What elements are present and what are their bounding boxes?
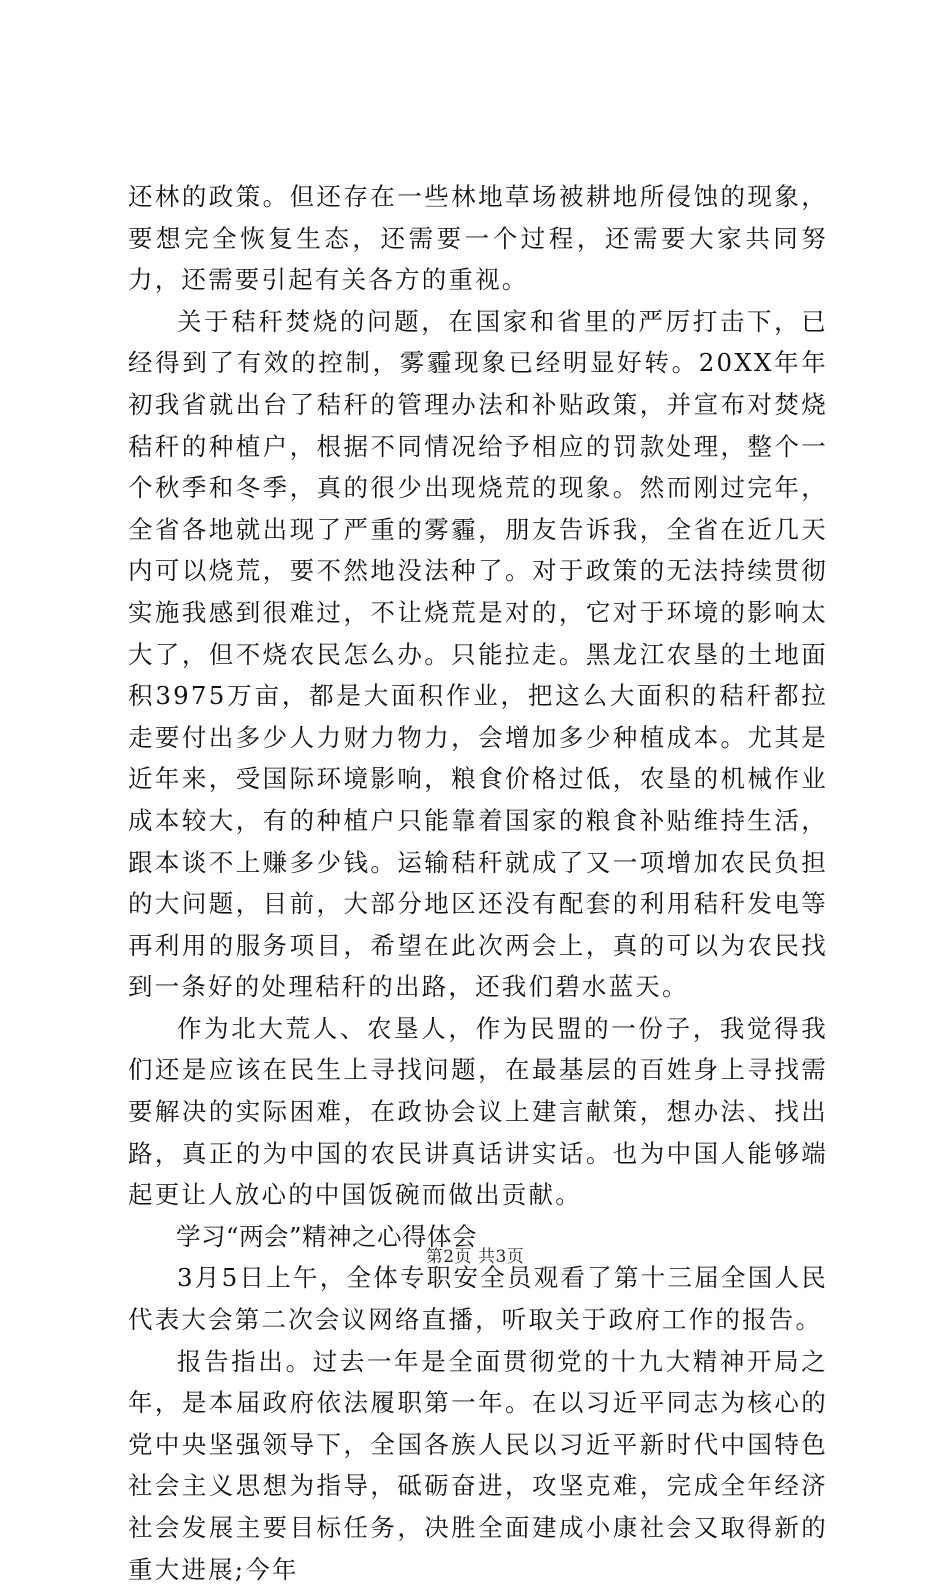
paragraph-beidahuang: 作为北大荒人、农垦人，作为民盟的一份子，我觉得我们还是应该在民生上寻找问题，在最基层的百姓身上寻找需要解决的实际困难，在政协会议上建言献策，想办法、找出路，真正的为中国的农民讲真话讲实话。也为中国人能够端起更让人放心的中国饭碗而做出贡献。 [128,1013,828,1210]
document-body [128,176,828,1590]
paragraph-straw-burning: 关于秸秆焚烧的问题，在国家和省里的严厉打击下，已经得到了有效的控制，雾霾现象已经明显好转。20XX年年初我省就出台了秸秆的管理办法和补贴政策，并宣布对焚烧秸秆的种植户，根据不同情况给予相应的罚款处理，整个一个秋季和冬季，真的很少出现烧荒的现象。然而刚过完年，全省各地就出现了严重的雾霾，朋友告诉我，全省在近几天内可以烧荒，要不然地没法种了。对于政策的无法持续贯彻实施我感到很难过，不让烧荒是对的，它对于环境的影响太大了，但不烧农民怎么办。只能拉走。黑龙江农垦的土地面积3975万亩，都是大面积作业，把这么大面积的秸秆都拉走要付出多少人力财力物力，会增加多少种植成本。尤其是近年来，受国际环境影响，粮食价格过低，农垦的机械作业成本较大，有的种植户只能靠着国家的粮食补贴维持生活，跟本谈不上赚多少钱。运输秸秆就成了又一项增加农民负担的大问题，目前，大部分地区还没有配套的利用秸秆发电等再利用的服务项目，希望在此次两会上，真的可以为农民找到一条好的处理秸秆的出路，还我们碧水蓝天。 [128,306,828,1002]
paragraph-march-5: 3月5日上午，全体专职安全员观看了第十三届全国人民代表大会第二次会议网络直播，听取关于政府工作的报告。 [128,1263,828,1335]
paragraph-report: 报告指出。过去一年是全面贯彻党的十九大精神开局之年，是本届政府依法履职第一年。在以习近平同志为核心的党中央坚强领导下，全国各族人民以习近平新时代中国特色社会主义思想为指导，砥砺奋进，攻坚克难，完成全年经济社会发展主要目标任务，决胜全面建成小康社会又取得新的重大进展;今年 [128,1346,828,1584]
page-number: 第2页 共3页 [425,1247,525,1267]
paragraph-continuation: 还林的政策。但还存在一些林地草场被耕地所侵蚀的现象，要想完全恢复生态，还需要一个过程，还需要大家共同努力，还需要引起有关各方的重视。 [128,182,828,295]
section-title: 学习“两会”精神之心得体会 [176,1221,478,1251]
